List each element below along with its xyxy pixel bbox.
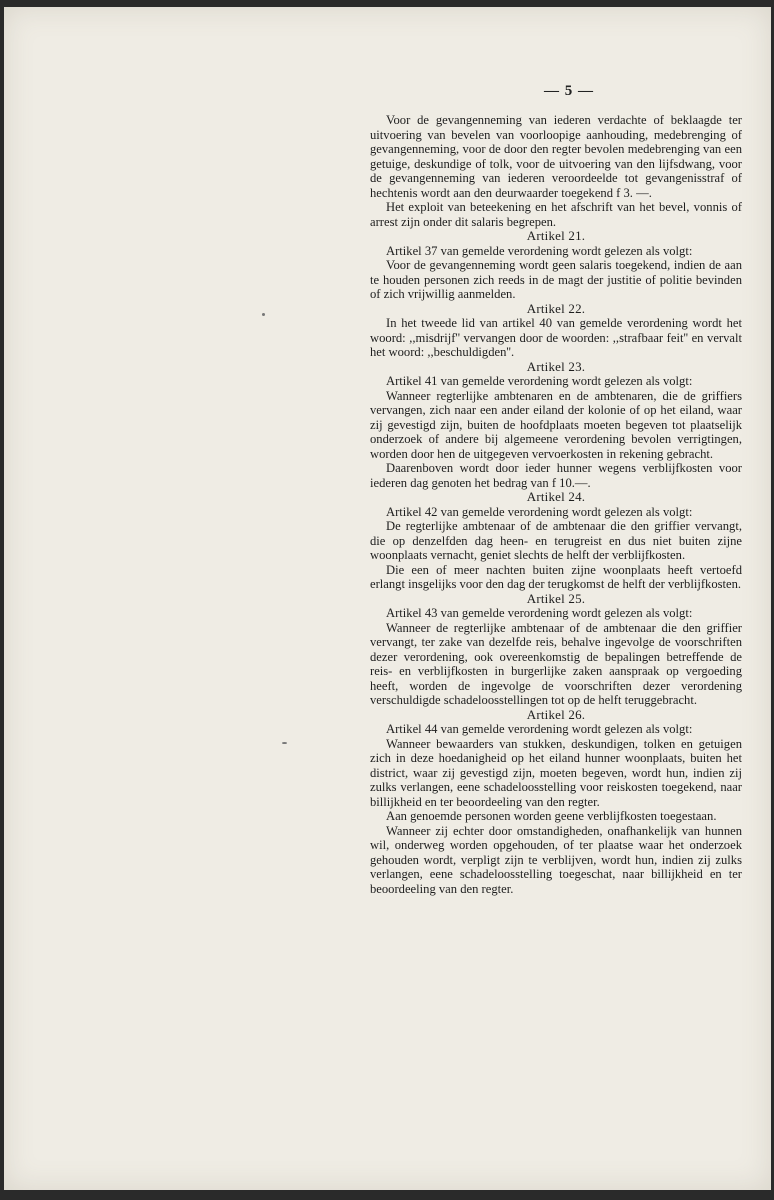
paragraph: Artikel 41 van gemelde verordening wordt gelezen als volgt: <box>386 374 693 388</box>
paragraph: Wanneer bewaarders van stukken, deskundigen, tolken en getuigen zich in deze hoedanigheid op het eiland hunner woonplaats, buiten het district, waar zij gevestigd zijn, moeten begeven, wordt hun, indien zij zulks verlangen, eene schadeloosstelling voor reiskosten toegekend, naar billijkheid en ter beoordeeling van den regter. <box>370 736 742 809</box>
page-number: — 5 — <box>544 83 594 99</box>
paragraph: Daarenboven wordt door ieder hunner wegens verblijfkosten voor iederen dag genoten het bedrag van f 10.—. <box>370 461 742 490</box>
paragraph: Wanneer regterlijke ambtenaren en de ambtenaren, die de griffiers vervangen, zich naar een ander eiland der kolonie of op het eiland, waar zij gevestigd zijn, buiten de hoofdplaats moeten begeven tot plaatselijk onderzoek of andere bij algemeene verordening bevolen verrigtingen, worden door hen de uitgegeven vervoerkosten in rekening gebracht. <box>370 388 742 461</box>
article-heading: Artikel 25. <box>526 590 586 606</box>
paragraph: In het tweede lid van artikel 40 van gemelde verordening wordt het woord: ,,misdrijf'' vervangen door de woorden: ,,strafbaar feit'' en vervalt het woord: ,,beschuldigden''. <box>370 316 742 359</box>
paragraph: Wanneer zij echter door omstandigheden, onafhankelijk van hunnen wil, onderweg worden opgehouden, of ter plaatse waar het onderzoek gehouden wordt, verpligt zijn te verblijven, wordt hun, indien zij zulks verlangen, eene schadeloosstelling toegeschat, naar billijkheid en ter beoordeeling van den regter. <box>370 823 742 896</box>
paragraph: Artikel 44 van gemelde verordening wordt gelezen als volgt: <box>386 722 693 736</box>
paragraph: Die een of meer nachten buiten zijne woonplaats heeft vertoefd erlangt insgelijks voor den dag der terugkomst de helft der verblijfkosten. <box>370 562 742 591</box>
paragraph: Aan genoemde personen worden geene verblijfkosten toegestaan. <box>386 809 717 823</box>
paragraph: Artikel 37 van gemelde verordening wordt gelezen als volgt: <box>386 243 693 258</box>
text-column <box>370 113 742 896</box>
article-heading: Artikel 24. <box>526 489 586 504</box>
article-heading: Artikel 23. <box>526 358 586 374</box>
paragraph: Wanneer de regterlijke ambtenaar of de ambtenaar die den griffier vervangt, ter zake van dezelfde reis, behalve ingevolge de voorschriften dezer verordening, ook overeenkomstig de bepalingen betreffende de reis- en verblijfkosten in burgerlijke zaken aanspraak op vergoeding heeft, worden de ingevolge de voorschriften dezer verordening verschuldigde schadeloosstellingen tot op de helft teruggebracht. <box>370 620 742 707</box>
paragraph: De regterlijke ambtenaar of de ambtenaar die den griffier vervangt, die op denzelfden dag heen- en terugreist en dus niet buiten zijne woonplaats vernacht, geniet slechts de helft der verblijfkosten. <box>370 519 742 562</box>
document-page <box>4 7 771 1190</box>
paragraph: Het exploit van beteekening en het afschrift van het bevel, vonnis of arrest zijn onder dit salaris begrepen. <box>370 200 742 229</box>
paragraph: Artikel 43 van gemelde verordening wordt gelezen als volgt: <box>386 606 693 620</box>
paragraph: Artikel 42 van gemelde verordening wordt gelezen als volgt: <box>386 504 693 519</box>
paragraph: Voor de gevangenneming van iederen verdachte of beklaagde ter uitvoering van bevelen van voorloopige aanhouding, medebrenging of gevangenneming, voor de door den regter bevolen medebrenging van een getuige, deskundige of tolk, voor de uitvoering van den lijfsdwang, voor de gevangenneming van iederen veroordeelde tot gevangenisstraf of hechtenis wordt aan den deurwaarder toegekend f 3. —. <box>370 113 742 200</box>
article-heading: Artikel 26. <box>526 706 586 722</box>
article-heading: Artikel 22. <box>526 300 586 316</box>
paper-speck <box>282 742 287 744</box>
paragraph: Voor de gevangenneming wordt geen salaris toegekend, indien de aan te houden personen zich reeds in de magt der justitie of politie bevinden of zich vrijwillig aanmelden. <box>370 258 742 301</box>
paper-speck <box>262 313 265 316</box>
article-heading: Artikel 21. <box>526 228 586 243</box>
